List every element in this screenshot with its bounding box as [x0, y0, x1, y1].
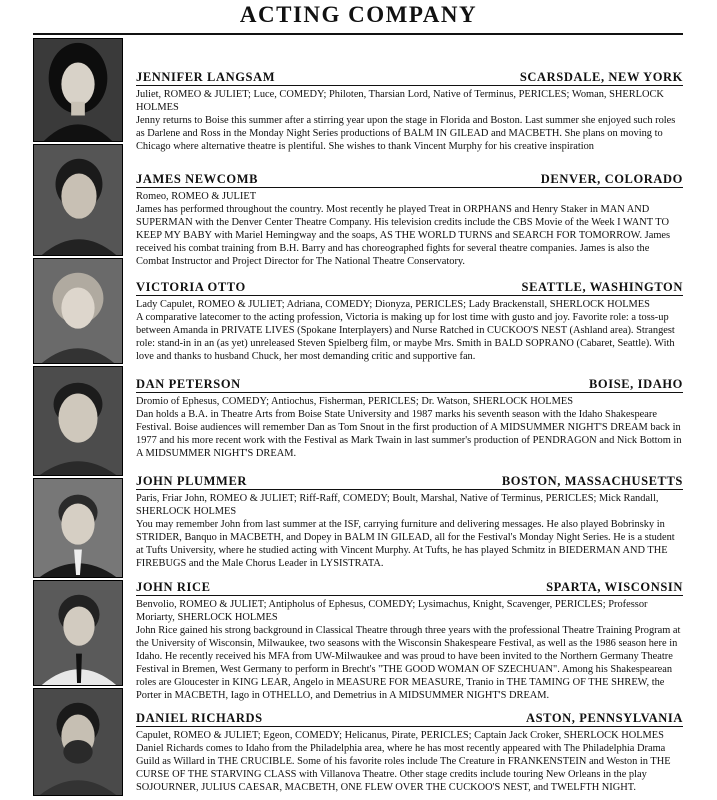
actor-name: DANIEL RICHARDS: [136, 711, 263, 725]
actor-bio: Daniel Richards comes to Idaho from the Philadelphia area, where he has most recently appeared with The Philadelphia Drama Guild as Willard in THE CRUCIBLE. Some of his favorite roles include The Creature in FRANKENSTEIN and Weston in THE CURSE OF THE STARVING CLASS with Villanova Theatre. Other stage credits include touring New Orleans in the play SOJOURNER, JULIUS CAESAR, MACBETH, ONE FLEW OVER THE CUCKOO'S NEST, and TWELFTH NIGHT.: [136, 743, 671, 793]
actor-bio: Jenny returns to Boise this summer after a stirring year upon the stage in Florida and Boston. Last summer she enjoyed such roles as Darlene and Ross in the Monday Night Series productions of BALM IN GILEAD and MACBETH. She plans on moving to Chicago where alternative theatre is plentiful. She wishes to thank Vincent Murphy for his creative inspiration: [136, 115, 676, 152]
title-rule: [33, 33, 683, 35]
actor-roles: Capulet, ROMEO & JULIET; Egeon, COMEDY; Helicanus, Pirate, PERICLES; Captain Jack Croker, SHERLOCK HOLMES: [136, 730, 664, 741]
actor-bio: You may remember John from last summer at the ISF, carrying furniture and delivering messages. He also played Bobrinsky in STRIDER, Banquo in MACBETH, and Dopey in BALM IN GILEAD, all for the Festival's Monday Night Series. He is a student at Tufts University, where he studied acting with Vincent Murphy. At Tufts, he has played Schmitz in BIEDERMAN AND THE FIREBUGS and the Male Chorus Leader in LYSISTRATA.: [136, 519, 675, 569]
entry-header: [136, 580, 683, 596]
actor-roles: Benvolio, ROMEO & JULIET; Antipholus of Ephesus, COMEDY; Lysimachus, Knight, Scavenger, PERICLES; Professor Moriarty, SHERLOCK HOLMES: [136, 599, 648, 623]
actor-roles: Romeo, ROMEO & JULIET: [136, 191, 257, 202]
actor-photo-rice: [33, 580, 123, 686]
actor-hometown: SEATTLE, WASHINGTON: [521, 280, 683, 294]
entry-header: [136, 280, 683, 296]
actor-photo-langsam: [33, 38, 123, 142]
actor-hometown: SCARSDALE, NEW YORK: [519, 70, 683, 84]
actor-photo-peterson: [33, 366, 123, 476]
actor-hometown: BOISE, IDAHO: [588, 377, 683, 391]
actor-hometown: BOSTON, MASSACHUSETTS: [501, 474, 683, 488]
actor-roles: Paris, Friar John, ROMEO & JULIET; Riff-Raff, COMEDY; Boult, Marshal, Native of Terminus, PERICLES; Mick Randall, SHERLOCK HOLMES: [136, 493, 659, 517]
actor-name: JOHN PLUMMER: [136, 474, 248, 488]
actor-photo-plummer: [33, 478, 123, 578]
actor-name: JOHN RICE: [136, 580, 211, 594]
actor-photo-richards: [33, 688, 123, 796]
actor-entry: [136, 377, 683, 460]
actor-name: VICTORIA OTTO: [136, 280, 246, 294]
actor-bio: Dan holds a B.A. in Theatre Arts from Boise State University and 1987 marks his seventh season with the Idaho Shakespeare Festival. Boise audiences will remember Dan as Tom Snout in the first production of A MIDSUMMER NIGHT'S DREAM back in 1977 and his more recent work with the Festival as Mark Twain in last summer's production of PENDRAGON and Nick Bottom in A MIDSUMMER NIGHT'S DREAM.: [136, 409, 682, 459]
entry-header: [136, 377, 683, 393]
entry-header: [136, 70, 683, 86]
actor-photo-otto: [33, 258, 123, 364]
actor-hometown: SPARTA, WISCONSIN: [546, 580, 683, 594]
actor-entry: [136, 474, 683, 570]
actor-roles: Lady Capulet, ROMEO & JULIET; Adriana, COMEDY; Dionyza, PERICLES; Lady Brackenstall, SHERLOCK HOLMES: [136, 299, 650, 310]
actor-entry: [136, 711, 683, 794]
actor-roles: Juliet, ROMEO & JULIET; Luce, COMEDY; Philoten, Tharsian Lord, Native of Terminus, PERICLES; Woman, SHERLOCK HOLMES: [136, 89, 664, 113]
actor-photo-newcomb: [33, 144, 123, 256]
actor-roles: Dromio of Ephesus, COMEDY; Antiochus, Fisherman, PERICLES; Dr. Watson, SHERLOCK HOLMES: [136, 396, 574, 407]
actor-entry: [136, 172, 683, 268]
actor-entry: [136, 70, 683, 153]
actor-bio: James has performed throughout the country. Most recently he played Treat in ORPHANS and Henry Staker in MAN AND SUPERMAN with the Denver Center Theatre Company. His television credits include the CBS Movie of the Week I WANT TO KEEP MY BABY with Mariel Hemingway and the soaps, AS THE WORLD TURNS and SEARCH FOR TOMORROW. James received his combat training from B.H. Barry and has choreographed fights for several theatre companies. James is also the Combat Instructor and Project Director for The National Theatre Conservatory.: [136, 204, 671, 267]
actor-hometown: ASTON, PENNSYLVANIA: [525, 711, 683, 725]
entry-header: [136, 172, 683, 188]
actor-entry: [136, 580, 683, 702]
actor-name: JENNIFER LANGSAM: [136, 70, 276, 84]
actor-bio: A comparative latecomer to the acting profession, Victoria is making up for lost time with gusto and joy. Favorite role: a toss-up between Amanda in PRIVATE LIVES (Spokane Interplayers) and Nurse Ratched in CUCKOO'S NEST (Ashland area). Strangest role: stand-in in an (as yet) unreleased Steven Spielberg film, or maybe Mrs. Smith in BALD SOPRANO (Cabaret, Seattle). With love and thanks to husband Chuck, her most demanding critic and supportive fan.: [136, 312, 675, 362]
entry-header: [136, 474, 683, 490]
actor-entry: [136, 280, 683, 363]
actor-hometown: DENVER, COLORADO: [540, 172, 683, 186]
actor-name: DAN PETERSON: [136, 377, 241, 391]
actor-bio: John Rice gained his strong background in Classical Theatre through three years with the professional Theatre Training Program at the University of Wisconsin, Milwaukee, two seasons with the Wisconsin Shakespeare Festival, as well as the 1986 season here in Idaho. He recently received his MFA from UW-Milwaukee and was proud to have been invited to the Northern Germany Theatre Festival in Bremen, West Germany to perform in Brecht's "THE GOOD WOMAN OF SZECHUAN". Among his Shakespearean roles are Gloucester in KING LEAR, Angelo in MEASURE FOR MEASURE, Tranio in THE TAMING OF THE SHREW, the Porter in MACBETH, Iago in OTHELLO, and Demetrius in A MIDSUMMER NIGHT'S DREAM.: [136, 625, 681, 701]
actor-name: JAMES NEWCOMB: [136, 172, 259, 186]
page-title: ACTING COMPANY: [239, 2, 478, 27]
entry-header: [136, 711, 683, 727]
